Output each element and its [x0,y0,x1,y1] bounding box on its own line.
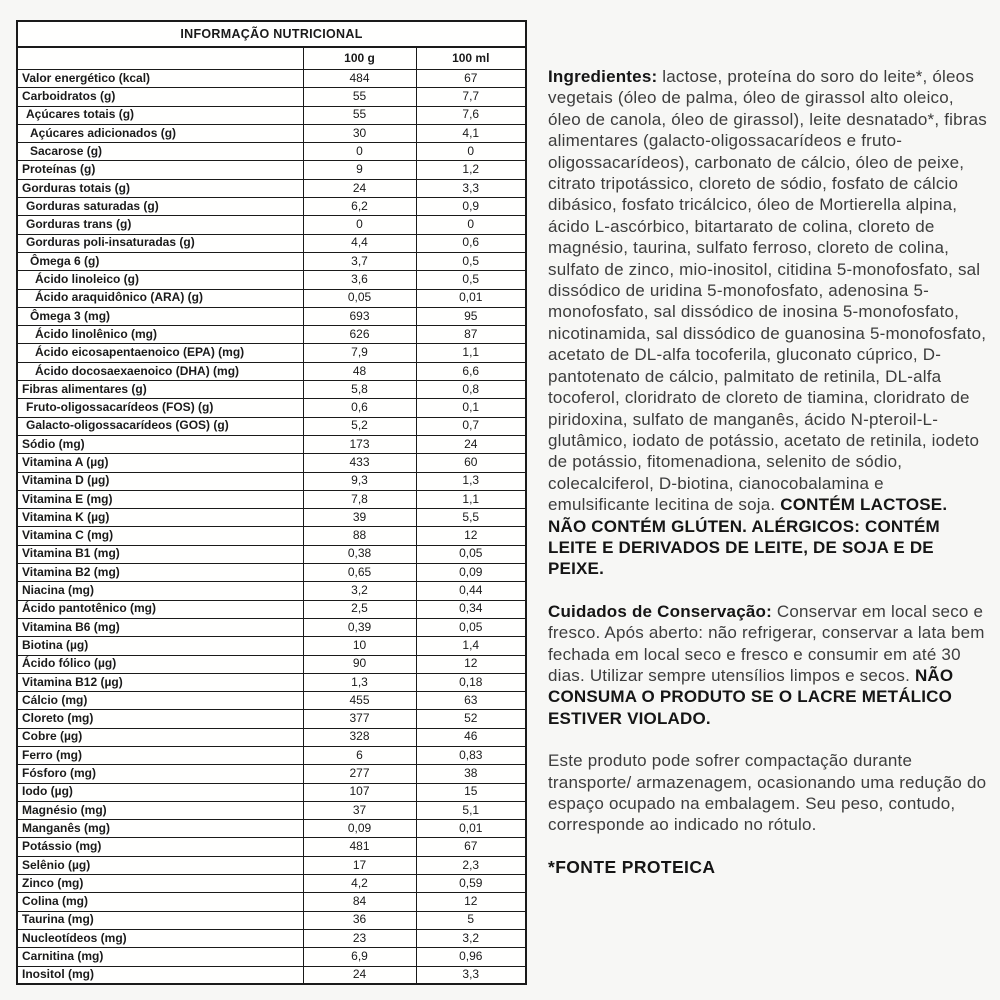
table-row [17,746,526,764]
value-per-100ml: 1,2 [416,161,526,179]
nutrient-label: Niacina (mg) [17,582,303,600]
value-per-100ml: 0,1 [416,399,526,417]
table-row [17,564,526,582]
value-per-100g: 17 [303,856,416,874]
table-row [17,875,526,893]
nutrient-label: Gorduras totais (g) [17,179,303,197]
value-per-100ml: 38 [416,765,526,783]
column-header-100g: 100 g [303,47,416,70]
nutrient-label: Sódio (mg) [17,435,303,453]
value-per-100ml: 5 [416,911,526,929]
ingredients-paragraph [548,66,990,580]
nutrient-label: Proteínas (g) [17,161,303,179]
value-per-100g: 6 [303,746,416,764]
nutrient-label: Vitamina B2 (mg) [17,564,303,582]
value-per-100ml: 1,1 [416,490,526,508]
table-row [17,198,526,216]
value-per-100g: 24 [303,966,416,984]
value-per-100ml: 0,96 [416,948,526,966]
empty-header-cell [17,47,303,70]
value-per-100ml: 0,5 [416,271,526,289]
value-per-100ml: 0,83 [416,746,526,764]
value-per-100g: 9 [303,161,416,179]
table-row [17,70,526,88]
value-per-100g: 4,2 [303,875,416,893]
nutrient-label: Ácido pantotênico (mg) [17,600,303,618]
value-per-100ml: 3,3 [416,966,526,984]
value-per-100ml: 0 [416,216,526,234]
value-per-100g: 90 [303,655,416,673]
value-per-100g: 433 [303,454,416,472]
nutrient-label: Cloreto (mg) [17,710,303,728]
table-row [17,838,526,856]
value-per-100g: 0,05 [303,289,416,307]
table-row [17,344,526,362]
value-per-100g: 328 [303,728,416,746]
value-per-100g: 0,38 [303,545,416,563]
table-row [17,893,526,911]
value-per-100ml: 1,3 [416,472,526,490]
value-per-100ml: 0,9 [416,198,526,216]
value-per-100g: 0,6 [303,399,416,417]
nutrient-label: Gorduras saturadas (g) [17,198,303,216]
value-per-100g: 88 [303,527,416,545]
value-per-100g: 2,5 [303,600,416,618]
value-per-100ml: 3,3 [416,179,526,197]
value-per-100ml: 60 [416,454,526,472]
nutrient-label: Ômega 3 (mg) [17,307,303,325]
nutrient-label: Vitamina A (µg) [17,454,303,472]
table-row [17,289,526,307]
nutrient-label: Vitamina K (µg) [17,509,303,527]
table-row [17,637,526,655]
value-per-100ml: 0,8 [416,381,526,399]
compaction-note: Este produto pode sofrer compactação durante transporte/ armazenagem, ocasionando uma redução do espaço ocupado na embalagem. Seu peso, contudo, corresponde ao indicado no rótulo. [548,751,987,835]
nutrition-table-body [17,70,526,985]
nutrition-table [16,20,527,985]
table-row [17,472,526,490]
nutrition-table-title-row [17,21,526,47]
value-per-100ml: 0,34 [416,600,526,618]
nutrient-label: Sacarose (g) [17,143,303,161]
nutrient-label: Carnitina (mg) [17,948,303,966]
value-per-100ml: 0,7 [416,417,526,435]
protein-source-note: *FONTE PROTEICA [548,856,716,877]
value-per-100g: 5,2 [303,417,416,435]
value-per-100g: 626 [303,326,416,344]
table-row [17,435,526,453]
table-row [17,582,526,600]
nutrient-label: Vitamina C (mg) [17,527,303,545]
nutrient-label: Iodo (µg) [17,783,303,801]
nutrient-label: Ácido docosaexaenoico (DHA) (mg) [17,362,303,380]
ingredients-body: lactose, proteína do soro do leite*, óleos vegetais (óleo de palma, óleo de girassol alto oleico, óleo de canola, óleo de girassol), leite desnatado*, fibras alimentares (galacto-oligossacarídeos e fruto-oligossacarídeos), carbonato de cálcio, óleo de peixe, citrato tripotássico, cloreto de sódio, fosfato de cálcio dibásico, fosfato tricálcico, óleo de Mortierella alpina, ácido L-ascórbico, bitartarato de colina, cloreto de magnésio, taurina, sulfato ferroso, cloreto de colina, sulfato de zinco, mio-inositol, citidina 5-monofosfato, sal dissódico de uridina 5-monofosfato, adenosina 5-monofosfato, sal dissódico de inosina 5-monofosfato, nicotinamida, sal dissódico de guanosina 5-monofosfato, acetato de DL-alfa tocoferila, gluconato cúprico, D-pantotenato de cálcio, palmitato de retinila, DL-alfa tocoferol, cloridrato de cloreto de tiamina, cloridrato de piridoxina, sulfato de manganês, ácido N-pteroil-L-glutâmico, iodato de potássio, acetato de retinila, iodeto de potássio, fitomenadiona, selenito de sódio, colecalciferol, D-biotina, cianocobalamina e emulsificante lecitina de soja. [548,67,987,515]
value-per-100g: 5,8 [303,381,416,399]
table-row [17,765,526,783]
value-per-100ml: 5,1 [416,801,526,819]
nutrient-label: Ácido linolênico (mg) [17,326,303,344]
nutrient-label: Ferro (mg) [17,746,303,764]
value-per-100g: 377 [303,710,416,728]
table-row [17,179,526,197]
table-row [17,783,526,801]
nutrient-label: Nucleotídeos (mg) [17,929,303,947]
table-row [17,454,526,472]
value-per-100g: 10 [303,637,416,655]
nutrient-label: Potássio (mg) [17,838,303,856]
nutrient-label: Inositol (mg) [17,966,303,984]
nutrient-label: Colina (mg) [17,893,303,911]
allergen-statement: CONTÉM LACTOSE. NÃO CONTÉM GLÚTEN. ALÉRGICOS: CONTÉM LEITE E DERIVADOS DE LEITE, DE SOJA E DE PEIXE. [548,495,948,579]
value-per-100ml: 87 [416,326,526,344]
nutrient-label: Cálcio (mg) [17,692,303,710]
nutrition-table-title: INFORMAÇÃO NUTRICIONAL [17,21,526,47]
info-text-column [548,66,990,899]
value-per-100ml: 95 [416,307,526,325]
nutrient-label: Taurina (mg) [17,911,303,929]
value-per-100ml: 7,6 [416,106,526,124]
value-per-100ml: 63 [416,692,526,710]
value-per-100g: 23 [303,929,416,947]
nutrient-label: Vitamina B6 (mg) [17,618,303,636]
value-per-100g: 37 [303,801,416,819]
value-per-100g: 107 [303,783,416,801]
table-row [17,801,526,819]
table-row [17,399,526,417]
nutrient-label: Vitamina B1 (mg) [17,545,303,563]
table-row [17,271,526,289]
conservation-label: Cuidados de Conservação: [548,601,772,621]
nutrition-table-units-row [17,47,526,70]
value-per-100g: 0 [303,143,416,161]
value-per-100g: 9,3 [303,472,416,490]
table-row [17,929,526,947]
table-row [17,710,526,728]
value-per-100ml: 0,18 [416,673,526,691]
value-per-100g: 6,9 [303,948,416,966]
value-per-100ml: 0,09 [416,564,526,582]
table-row [17,326,526,344]
nutrient-label: Vitamina E (mg) [17,490,303,508]
nutrient-label: Cobre (µg) [17,728,303,746]
value-per-100ml: 67 [416,838,526,856]
value-per-100ml: 7,7 [416,88,526,106]
table-row [17,509,526,527]
value-per-100g: 0,65 [303,564,416,582]
value-per-100ml: 5,5 [416,509,526,527]
nutrient-label: Fósforo (mg) [17,765,303,783]
table-row [17,527,526,545]
nutrient-label: Manganês (mg) [17,820,303,838]
value-per-100ml: 1,4 [416,637,526,655]
conservation-paragraph [548,601,990,729]
value-per-100g: 36 [303,911,416,929]
table-row [17,966,526,984]
value-per-100g: 7,8 [303,490,416,508]
table-row [17,490,526,508]
nutrient-label: Ácido linoleico (g) [17,271,303,289]
value-per-100ml: 4,1 [416,124,526,142]
value-per-100g: 3,6 [303,271,416,289]
nutrient-label: Gorduras trans (g) [17,216,303,234]
value-per-100ml: 0 [416,143,526,161]
table-row [17,307,526,325]
value-per-100g: 48 [303,362,416,380]
value-per-100g: 0 [303,216,416,234]
table-row [17,948,526,966]
table-row [17,161,526,179]
table-row [17,692,526,710]
value-per-100g: 39 [303,509,416,527]
nutrient-label: Fibras alimentares (g) [17,381,303,399]
table-row [17,143,526,161]
table-row [17,252,526,270]
value-per-100g: 484 [303,70,416,88]
value-per-100ml: 0,05 [416,545,526,563]
nutrient-label: Vitamina D (µg) [17,472,303,490]
conservation-body: Conservar em local seco e fresco. Após aberto: não refrigerar, conservar a lata bem fechada em local seco e fresco e consumir em até 30 dias. Utilizar sempre utensílios limpos e secos. [548,601,985,685]
value-per-100g: 0,39 [303,618,416,636]
value-per-100ml: 24 [416,435,526,453]
nutrient-label: Ácido fólico (µg) [17,655,303,673]
value-per-100g: 7,9 [303,344,416,362]
value-per-100ml: 12 [416,655,526,673]
nutrient-label: Vitamina B12 (µg) [17,673,303,691]
nutrient-label: Selênio (µg) [17,856,303,874]
value-per-100ml: 52 [416,710,526,728]
nutrient-label: Fruto-oligossacarídeos (FOS) (g) [17,399,303,417]
nutrient-label: Magnésio (mg) [17,801,303,819]
value-per-100g: 84 [303,893,416,911]
table-row [17,417,526,435]
table-row [17,381,526,399]
table-row [17,856,526,874]
value-per-100g: 3,7 [303,252,416,270]
value-per-100g: 173 [303,435,416,453]
table-row [17,362,526,380]
nutrient-label: Carboidratos (g) [17,88,303,106]
value-per-100ml: 67 [416,70,526,88]
table-row [17,216,526,234]
value-per-100g: 30 [303,124,416,142]
nutrient-label: Ácido eicosapentaenoico (EPA) (mg) [17,344,303,362]
nutrient-label: Valor energético (kcal) [17,70,303,88]
value-per-100ml: 2,3 [416,856,526,874]
value-per-100g: 1,3 [303,673,416,691]
value-per-100ml: 0,01 [416,289,526,307]
value-per-100ml: 0,59 [416,875,526,893]
value-per-100ml: 46 [416,728,526,746]
nutrient-label: Ômega 6 (g) [17,252,303,270]
value-per-100ml: 12 [416,893,526,911]
seal-warning: NÃO CONSUMA O PRODUTO SE O LACRE METÁLICO ESTIVER VIOLADO. [548,665,954,728]
value-per-100g: 4,4 [303,234,416,252]
table-row [17,728,526,746]
table-row [17,673,526,691]
nutrient-label: Biotina (µg) [17,637,303,655]
nutrient-label: Galacto-oligossacarídeos (GOS) (g) [17,417,303,435]
value-per-100g: 455 [303,692,416,710]
value-per-100g: 481 [303,838,416,856]
value-per-100ml: 0,6 [416,234,526,252]
value-per-100ml: 0,44 [416,582,526,600]
value-per-100g: 55 [303,88,416,106]
value-per-100g: 0,09 [303,820,416,838]
table-row [17,124,526,142]
table-row [17,234,526,252]
value-per-100ml: 12 [416,527,526,545]
nutrient-label: Açúcares adicionados (g) [17,124,303,142]
nutrient-label: Gorduras poli-insaturadas (g) [17,234,303,252]
ingredients-label: Ingredientes: [548,67,658,86]
column-header-100ml: 100 ml [416,47,526,70]
value-per-100g: 277 [303,765,416,783]
table-row [17,655,526,673]
nutrient-label: Açúcares totais (g) [17,106,303,124]
table-row [17,106,526,124]
value-per-100ml: 1,1 [416,344,526,362]
table-row [17,545,526,563]
table-row [17,820,526,838]
value-per-100g: 55 [303,106,416,124]
value-per-100ml: 0,05 [416,618,526,636]
value-per-100ml: 0,01 [416,820,526,838]
value-per-100ml: 3,2 [416,929,526,947]
value-per-100g: 693 [303,307,416,325]
nutrient-label: Zinco (mg) [17,875,303,893]
table-row [17,88,526,106]
table-row [17,600,526,618]
table-row [17,911,526,929]
value-per-100g: 24 [303,179,416,197]
value-per-100ml: 6,6 [416,362,526,380]
value-per-100ml: 0,5 [416,252,526,270]
nutrient-label: Ácido araquidônico (ARA) (g) [17,289,303,307]
value-per-100ml: 15 [416,783,526,801]
table-row [17,618,526,636]
value-per-100g: 3,2 [303,582,416,600]
value-per-100g: 6,2 [303,198,416,216]
